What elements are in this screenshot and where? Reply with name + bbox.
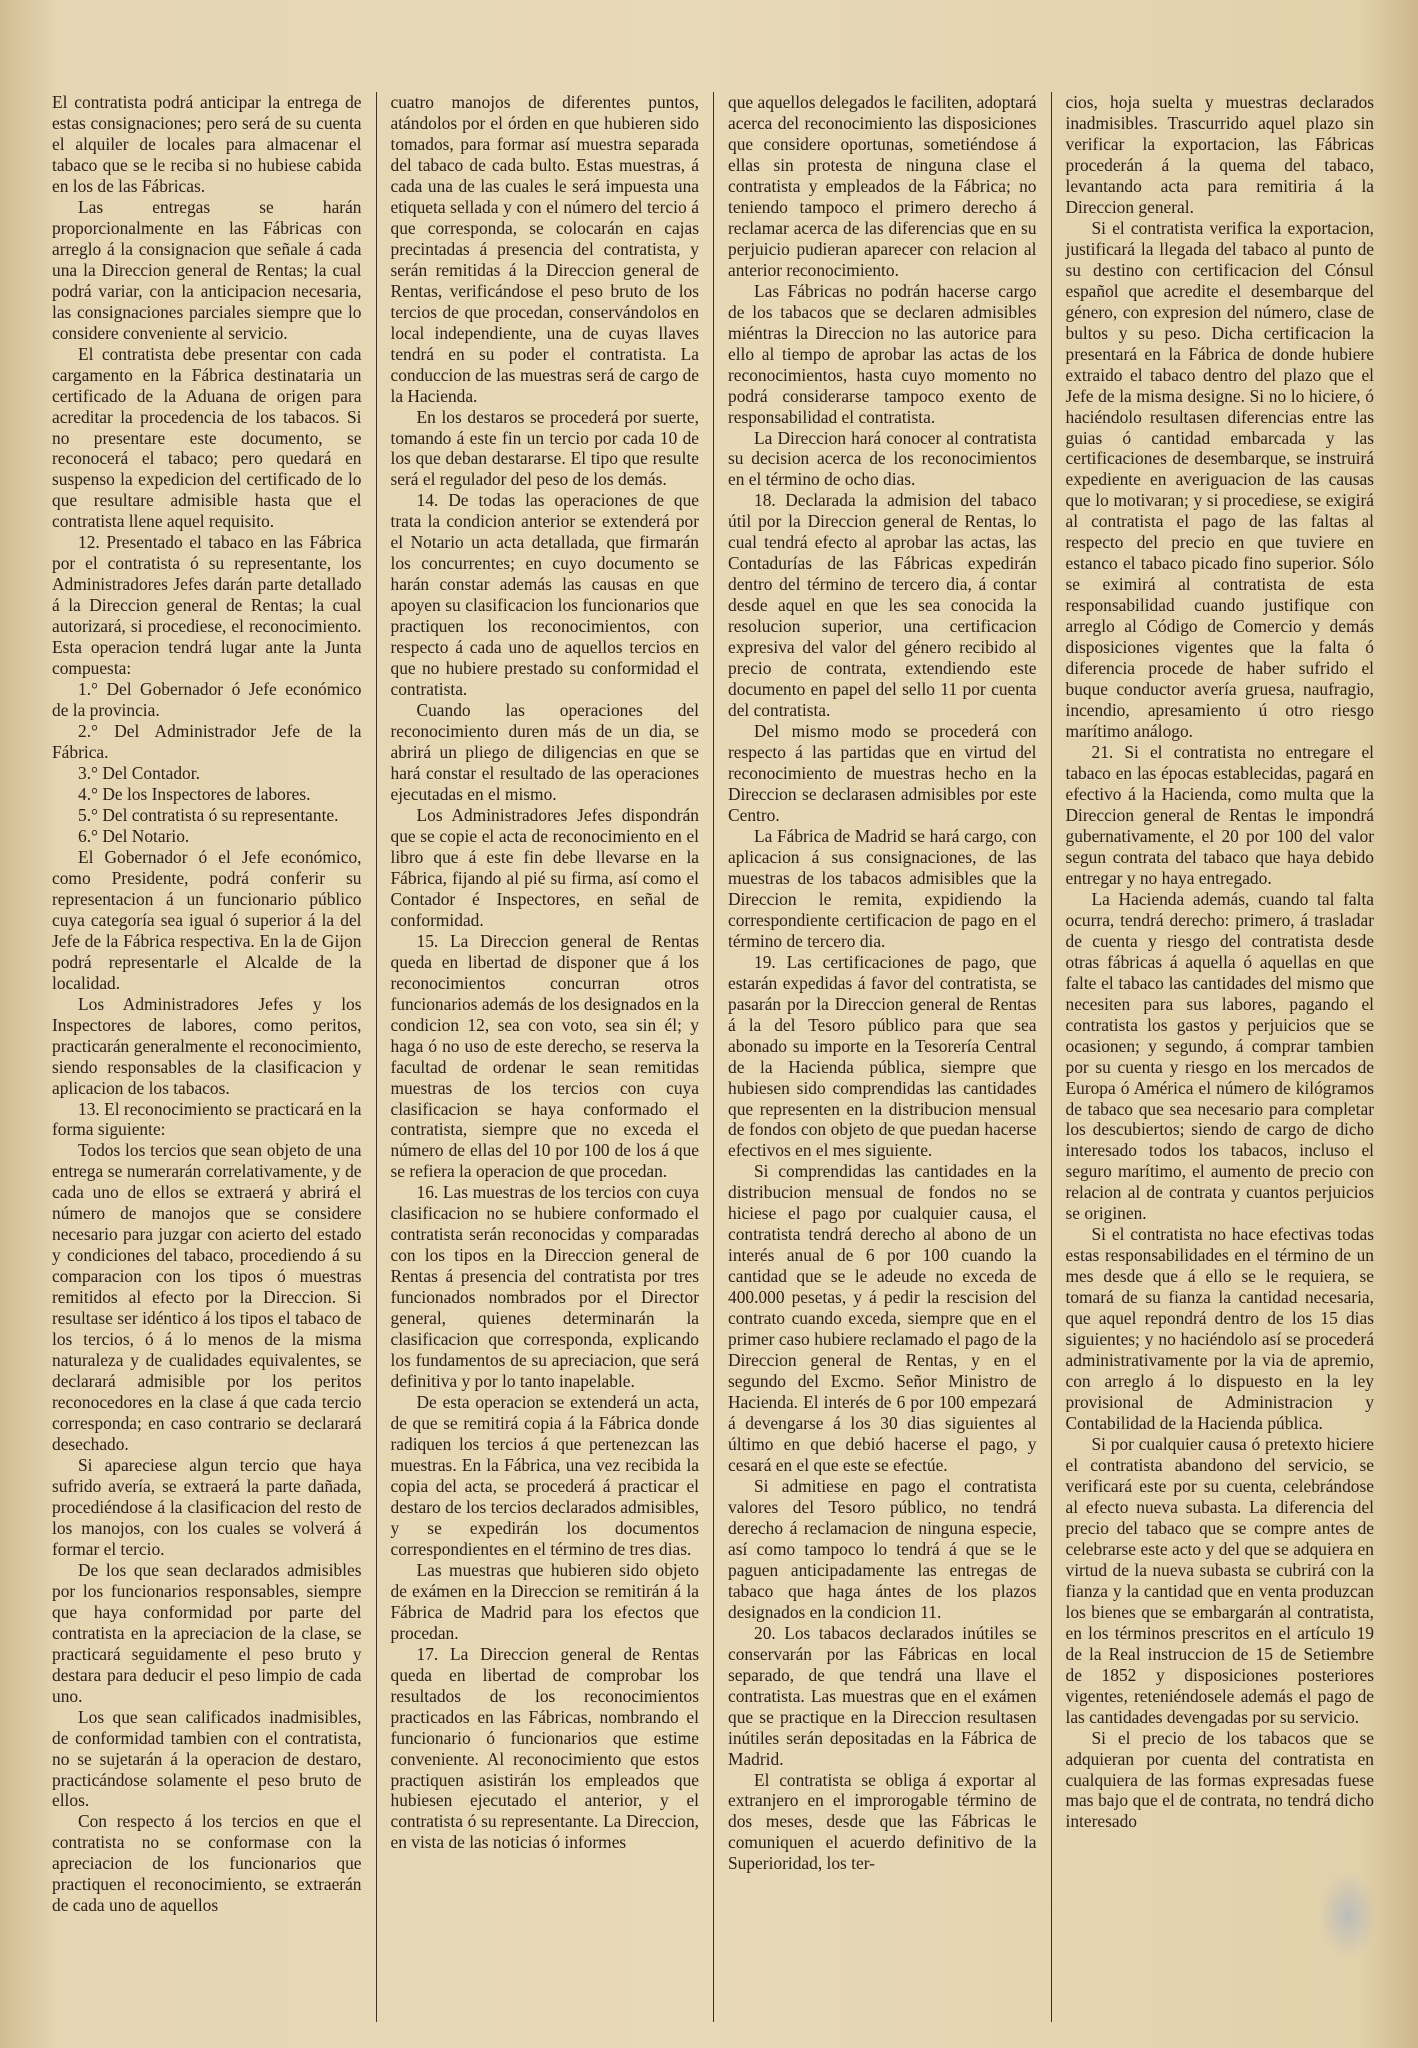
paragraph: De los que sean declarados admisibles por los funcionarios responsables, siempre que haya conformidad por parte del contratista en la apreciacion de la clase, se practicará seguidamente el peso bruto y destara para deducir el peso limpio de cada uno.	[52, 1559, 362, 1706]
paragraph: que aquellos delegados le faciliten, adoptará acerca del reconocimiento las disposiciones que considere oportunas, sometiéndose á ellas sin protesta de ninguna clase el contratista y empleados de la Fábrica; no teniendo tampoco el primero derecho á reclamar acerca de las diferencias que en su perjuicio pudieran aparecer con relacion al anterior reconocimiento.	[728, 92, 1037, 280]
list-item: 4.° De los Inspectores de labores.	[78, 783, 311, 804]
paragraph: Los Administradores Jefes y los Inspectores de labores, como peritos, practicarán generalmente el reconocimiento, siendo responsables de la clasificacion y aplicacion de los tabacos.	[52, 993, 362, 1098]
column-1	[38, 92, 376, 2022]
paragraph: Si apareciese algun tercio que haya sufrido avería, se extraerá la parte dañada, procediéndose á la clasificacion del resto de los manojos, con los cuales se volverá á formar el tercio.	[52, 1454, 362, 1559]
paragraph: Con respecto á los tercios en que el contratista no se conformase con la apreciacion de los funcionarios que practiquen el reconocimiento, se extraerán de cada uno de aquellos	[52, 1811, 362, 1916]
list-item: 6.° Del Notario.	[78, 825, 190, 846]
paragraph: cuatro manojos de diferentes puntos, atándolos por el órden en que hubieren sido tomados, para formar así muestra separada del tabaco de cada bulto. Estas muestras, á cada una de las cuales le será impuesta una etiqueta sellada y con el número del tercio á que corresponda, se colocarán en cajas precintadas á presencia del contratista, y serán remitidas á la Direccion general de Rentas, verificándose el peso bruto de los tercios de que procedan, conservándolos en local independiente, una de cuyas llaves tendrá en su poder el contratista. La conduccion de las muestras será de cargo de la Hacienda.	[390, 92, 699, 406]
text-columns	[38, 92, 1388, 2022]
column-3	[713, 92, 1051, 2022]
paragraph: cios, hoja suelta y muestras declarados inadmisibles. Trascurrido aquel plazo sin verificar la exportacion, las Fábricas procederán á la quema del tabaco, levantando acta para remitiria á la Direccion general.	[1065, 92, 1374, 217]
paragraph: 18. Declarada la admision del tabaco útil por la Direccion general de Rentas, lo cual tendrá efecto al aprobar las actas, las Contadurías de las Fábricas expedirán dentro del término de tercero dia, á contar desde aquel en que les sea conocida la resolucion superior, una certificacion expresiva del valor del género recibido al precio de contrata, extendiendo este documento en papel del sello 11 por cuenta del contratista.	[728, 490, 1037, 721]
paragraph: Si comprendidas las cantidades en la distribucion mensual de fondos no se hiciese el pago por cualquier causa, el contratista tendrá derecho al abono de un interés anual de 6 por 100 cuando la cantidad que se le adeude no exceda de 400.000 pesetas, y á pedir la rescision del contrato cuando exceda, siempre que en el primer caso hubiere reclamado el pago de la Direccion general de Rentas, y en el segundo del Excmo. Señor Ministro de Hacienda. El interés de 6 por 100 empezará á devengarse á los 30 dias siguientes al último en que debió hacerse el pago, y cesará en el que este se efectúe.	[728, 1161, 1037, 1475]
paragraph: Si por cualquier causa ó pretexto hiciere el contratista abandono del servicio, se verificará este por su cuenta, celebrándose al efecto nueva subasta. La diferencia del precio del tabaco que se compre antes de celebrarse este acto y del que se adquiera en virtud de la nueva subasta se cubrirá con la fianza y la cantidad que en venta produzcan los bienes que se embargarán al contratista, en los términos prescritos en el artículo 19 de la Real instruccion de 15 de Setiembre de 1852 y disposiciones posteriores vigentes, reteniéndosele además el pago de las cantidades devengadas por su servicio.	[1065, 1434, 1374, 1727]
paragraph: 15. La Direccion general de Rentas queda en libertad de disponer que á los reconocimientos concurran otros funcionarios además de los designados en la condicion 12, sea con voto, sea sin él; y haga ó no uso de este derecho, se reserva la facultad de ordenar le sean remitidas muestras de los tercios con cuya clasificacion se haya conformado el contratista, siempre que no exceda el número de ellas del 10 por 100 de los á que se refiera la operacion de que procedan.	[390, 930, 699, 1182]
paragraph: Si el contratista no hace efectivas todas estas responsabilidades en el término de un mes desde que á ello se le requiera, se tomará de su fianza la cantidad necesaria, que aquel repondrá dentro de los 15 dias siguientes; y no haciéndolo así se procederá administrativamente por la via de apremio, con arreglo á lo dispuesto en la ley provisional de Administracion y Contabilidad de la Hacienda pública.	[1065, 1224, 1374, 1434]
paragraph: El contratista se obliga á exportar al extranjero en el improrogable término de dos meses, desde que las Fábricas le comuniquen el acuerdo definitivo de la Superioridad, los ter-	[728, 1769, 1037, 1874]
paragraph: La Direccion hará conocer al contratista su decision acerca de los reconocimientos en el término de ocho dias.	[728, 427, 1037, 490]
paragraph: Del mismo modo se procederá con respecto á las partidas que en virtud del reconocimiento de muestras hecho en la Direccion se declarasen admisibles por este Centro.	[728, 721, 1037, 825]
list-item: 2.° Del Administrador Jefe de la Fábrica.	[52, 721, 362, 763]
paragraph: El Gobernador ó el Jefe económico, como Presidente, podrá conferir su representacion á un funcionario público cuya categoría sea igual ó superior á la del Jefe de la Fábrica respectiva. En la de Gijon podrá representarle el Alcalde de la localidad.	[52, 846, 362, 993]
list-item: 1.° Del Gobernador ó Jefe económico de la provincia.	[52, 679, 362, 721]
column-4	[1051, 92, 1389, 2022]
paragraph: 20. Los tabacos declarados inútiles se conservarán por las Fábricas en local separado, de que tendrá una llave el contratista. Las muestras que en el exámen que se practique en la Direccion resultasen inútiles serán depositadas en la Fábrica de Madrid.	[728, 1622, 1037, 1769]
paragraph: En los destaros se procederá por suerte, tomando á este fin un tercio por cada 10 de los que deban destararse. El tipo que resulte será el regulador del peso de los demás.	[390, 406, 699, 490]
paragraph: 14. De todas las operaciones de que trata la condicion anterior se extenderá por el Notario un acta detallada, que firmarán los concurrentes; en cuyo documento se harán constar además las causas en que apoyen su clasificacion los funcionarios que practiquen los reconocimientos, con respecto á cada uno de aquellos tercios en que no hubiere prestado su conformidad el contratista.	[390, 490, 699, 700]
paragraph: 16. Las muestras de los tercios con cuya clasificacion no se hubiere conformado el contratista serán reconocidas y comparadas con los tipos en la Direccion general de Rentas á presencia del contratista por tres funcionados nombrados por el Director general, quienes determinarán la clasificacion que corresponda, explicando los fundamentos de su apreciacion, que será definitiva y por lo tanto inapelable.	[390, 1182, 699, 1392]
list-item: 3.° Del Contador.	[78, 763, 200, 783]
paragraph: La Hacienda además, cuando tal falta ocurra, tendrá derecho: primero, á trasladar de cuenta y riesgo del contratista desde otras fábricas á aquella ó aquellas en que falte el tabaco las cantidades del mismo que necesiten para sus labores, pagando el contratista los gastos y perjuicios que se ocasionen; y segundo, á comprar tambien por su cuenta y riesgo en los mercados de Europa ó América el número de kilógramos de tabaco que sea necesario para completar los descubiertos; siendo de cargo de dicho interesado todos los tabacos, incluso el seguro marítimo, el aumento de precio con relacion al de contrata y cuantos perjuicios se originen.	[1065, 888, 1374, 1224]
paragraph: Si el contratista verifica la exportacion, justificará la llegada del tabaco al punto de su destino con certificacion del Cónsul español que acredite el desembarque del género, con expresion del número, clase de bultos y su peso. Dicha certificacion la presentará en la Fábrica de donde hubiere extraido el tabaco dentro del plazo que el Jefe de la misma designe. Si no lo hiciere, ó haciéndolo resultasen diferencias entre las guias ó cantidad embarcada y las certificaciones de desembarque, se instruirá expediente en averiguacion de las causas que lo motivaran; y si procediese, se exigirá al contratista el pago de las faltas al respecto del precio en que tuviere en estanco el tabaco picado fino superior. Sólo se eximirá al contratista de esta responsabilidad cuando justifique con arreglo al Código de Comercio y demás disposiciones vigentes que la falta ó diferencia procede de haber sufrido el buque conductor avería gruesa, naufragio, incendio, apresamiento ú otro riesgo marítimo análogo.	[1065, 217, 1374, 742]
paragraph: Todos los tercios que sean objeto de una entrega se numerarán correlativamente, y de cada uno de ellos se extraerá y abrirá el número de manojos que se considere necesario para juzgar con acierto del estado y condiciones del tabaco, procediendo á su comparacion con los tipos ó muestras remitidos al efecto por la Direccion. Si resultase ser idéntico á los tipos el tabaco de los tercios, ó á lo menos de la misma naturaleza y de cualidades equivalentes, se declarará admisible por los peritos reconocedores en la clase á que cada tercio corresponda; en caso contrario se declarará desechado.	[52, 1140, 362, 1454]
paragraph: El contratista podrá anticipar la entrega de estas consignaciones; pero será de su cuenta el alquiler de locales para almacenar el tabaco que se le reciba si no hubiese cabida en los de las Fábricas.	[52, 92, 362, 196]
paragraph: La Fábrica de Madrid se hará cargo, con aplicacion á sus consignaciones, de las muestras de los tabacos admisibles que la Direccion le remita, expidiendo la correspondiente certificacion de pago en el término de tercero dia.	[728, 825, 1037, 951]
paragraph: 17. La Direccion general de Rentas queda en libertad de comprobar los resultados de los reconocimientos practicados en las Fábricas, nombrando el funcionario ó funcionarios que estime conveniente. Al reconocimiento que estos practiquen asistirán los empleados que hubiesen ejecutado el anterior, y el contratista ó su representante. La Direccion, en vista de las noticias ó informes	[390, 1643, 699, 1853]
paragraph: Cuando las operaciones del reconocimiento duren más de un dia, se abrirá un pliego de diligencias en que se hará constar el resultado de las operaciones ejecutadas en el mismo.	[390, 700, 699, 804]
paragraph: Las Fábricas no podrán hacerse cargo de los tabacos que se declaren admisibles miéntras la Direccion no las autorice para ello al tiempo de aprobar las actas de los reconocimientos, hasta cuyo momento no podrá considerarse tampoco exento de responsabilidad el contratista.	[728, 280, 1037, 427]
paragraph: Si el precio de los tabacos que se adquieran por cuenta del contratista en cualquiera de las formas expresadas fuese mas bajo que el de contrata, no tendrá dicho interesado	[1065, 1727, 1374, 1832]
paragraph: De esta operacion se extenderá un acta, de que se remitirá copia á la Fábrica donde radiquen los tercios á que pertenezcan las muestras. En la Fábrica, una vez recibida la copia del acta, se procederá á practicar el destaro de los tercios declarados admisibles, y se expedirán los documentos correspondientes en el término de tres dias.	[390, 1392, 699, 1559]
paragraph: El contratista debe presentar con cada cargamento en la Fábrica destinataria un certificado de la Aduana de origen para acreditar la procedencia de los tabacos. Si no presentare este documento, se reconocerá el tabaco; pero quedará en suspenso la expedicion del certificado de lo que resultare admisible hasta que el contratista llene aquel requisito.	[52, 343, 362, 532]
column-2	[376, 92, 714, 2022]
paragraph: 19. Las certificaciones de pago, que estarán expedidas á favor del contratista, se pasarán por la Direccion general de Rentas á la del Tesoro público para que sea abonado su importe en la Tesorería Central de la Hacienda pública, siempre que hubiesen sido comprendidas las cantidades que representen en la distribucion mensual de fondos con objeto de que puedan hacerse efectivos en el mes siguiente.	[728, 951, 1037, 1161]
ink-stain	[1318, 1870, 1378, 1960]
list-item: 5.° Del contratista ó su representante.	[78, 804, 339, 825]
paragraph: Los Administradores Jefes dispondrán que se copie el acta de reconocimiento en el libro que á este fin debe llevarse en la Fábrica, fijando al pié su firma, así como el Contador é Inspectores, en señal de conformidad.	[390, 804, 699, 930]
paragraph: Los que sean calificados inadmisibles, de conformidad tambien con el contratista, no se sujetarán á la operacion de destaro, practicándose solamente el peso bruto de ellos.	[52, 1706, 362, 1811]
paragraph: 12. Presentado el tabaco en las Fábrica por el contratista ó su representante, los Administradores Jefes darán parte detallado á la Direccion general de Rentas; la cual autorizará, si procediese, el reconocimiento. Esta operacion tendrá lugar ante la Junta compuesta:	[52, 532, 362, 679]
paragraph: Las entregas se harán proporcionalmente en las Fábricas con arreglo á la consignacion que señale á cada una la Direccion general de Rentas; la cual podrá variar, con la anticipacion necesaria, las consignaciones parciales siempre que lo considere conveniente al servicio.	[52, 196, 362, 343]
paragraph: Las muestras que hubieren sido objeto de exámen en la Direccion se remitirán á la Fábrica de Madrid para los efectos que procedan.	[390, 1559, 699, 1643]
paragraph: Si admitiese en pago el contratista valores del Tesoro público, no tendrá derecho á reclamacion de ninguna especie, así como tampoco lo tendrá á que se le paguen anticipadamente las entregas de tabaco que haga ántes de los plazos designados en la condicion 11.	[728, 1475, 1037, 1622]
paragraph: 21. Si el contratista no entregare el tabaco en las épocas establecidas, pagará en efectivo á la Hacienda, como multa que la Direccion general de Rentas le impondrá gubernativamente, el 20 por 100 del valor segun contrata del tabaco que haya debido entregar y no haya entregado.	[1065, 742, 1374, 888]
paragraph: 13. El reconocimiento se practicará en la forma siguiente:	[52, 1098, 362, 1140]
